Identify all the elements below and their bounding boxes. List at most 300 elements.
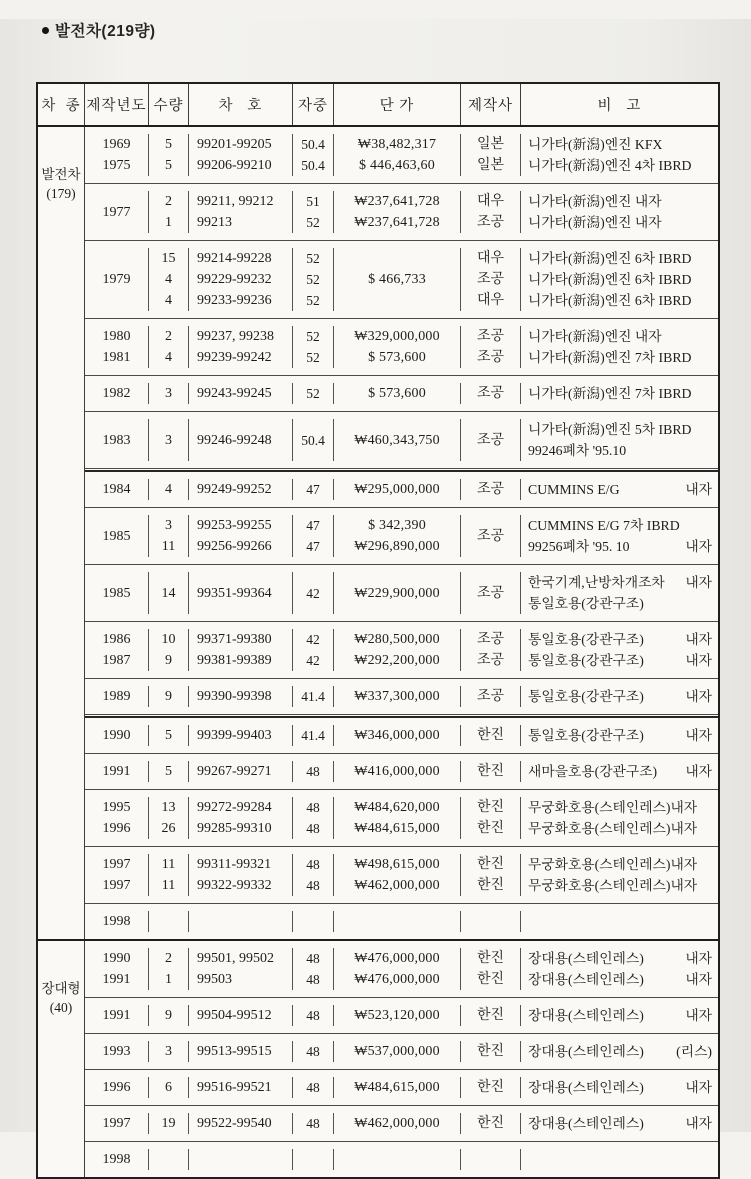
cell-number-line: 99211, 99212 <box>197 194 274 209</box>
cell-number <box>189 419 293 461</box>
cell-weight <box>293 725 334 746</box>
cell-weight <box>293 572 334 614</box>
cell-price-line: ₩237,641,728 <box>354 194 440 209</box>
cell-qty <box>149 725 189 746</box>
cell-weight-line: 42 <box>306 632 320 647</box>
cell-price-line: ₩476,000,000 <box>354 972 440 987</box>
cell-price-line: ₩416,000,000 <box>354 764 440 779</box>
cell-number <box>189 572 293 614</box>
cell-weight-line: 41.4 <box>301 728 325 743</box>
cell-remark-line <box>528 854 712 875</box>
cell-number <box>189 1005 293 1026</box>
cell-number-line: 99390-99398 <box>197 689 272 704</box>
cell-weight <box>293 1041 334 1062</box>
cell-weight <box>293 948 334 990</box>
cell-remark <box>521 629 718 671</box>
header-cell-3: 차 호 <box>189 84 293 125</box>
cell-qty <box>149 911 189 932</box>
cell-number-line: 99233-99236 <box>197 293 272 308</box>
cell-remark <box>521 948 718 990</box>
cell-maker-line: 한진 <box>476 764 505 779</box>
cell-maker <box>461 911 521 932</box>
remark-text: 니가타(新潟)엔진 내자 <box>528 194 662 209</box>
cell-maker <box>461 1005 521 1026</box>
cell-number-line: 99249-99252 <box>197 482 272 497</box>
cell-weight-line <box>293 1149 333 1170</box>
cell-year-line: 1991 <box>102 972 131 987</box>
cell-price <box>334 948 461 990</box>
cell-number <box>189 725 293 746</box>
header-cell-4: 자중 <box>293 84 334 125</box>
cell-qty-line <box>149 1149 188 1170</box>
table-row <box>85 790 718 847</box>
remark-right-text: 내자 <box>685 951 712 966</box>
remark-text: 99256폐차 '95. 10 <box>528 539 630 554</box>
cell-maker <box>461 419 521 461</box>
cell-price-line <box>334 248 460 269</box>
cell-year-line: 1996 <box>102 1080 131 1095</box>
cell-remark-line <box>528 347 712 368</box>
remark-right-text: 내자 <box>685 728 712 743</box>
cell-qty-line: 3 <box>165 386 172 401</box>
cell-remark-line <box>528 248 712 269</box>
cell-year <box>85 419 149 461</box>
cell-number <box>189 686 293 707</box>
cell-qty-line: 14 <box>161 585 176 601</box>
cell-number-line: 99243-99245 <box>197 386 272 401</box>
cell-weight <box>293 761 334 782</box>
cell-number-line: 99229-99232 <box>197 272 272 287</box>
cell-weight-line <box>293 911 333 932</box>
cell-qty-line: 3 <box>165 432 172 448</box>
remark-text: 무궁화호용(스테인레스)내자 <box>528 821 698 836</box>
cell-year-line: 1986 <box>102 632 131 647</box>
cell-maker <box>461 629 521 671</box>
cell-remark <box>521 191 718 233</box>
cell-qty <box>149 419 189 461</box>
cell-year-line: 1984 <box>102 482 131 497</box>
cell-weight <box>293 1113 334 1134</box>
cell-number <box>189 911 293 932</box>
cell-remark-line <box>528 593 712 614</box>
cell-maker <box>461 134 521 176</box>
cell-qty <box>149 629 189 671</box>
header-cell-5: 단 가 <box>334 84 461 125</box>
cell-maker <box>461 515 521 557</box>
cell-price-line: ₩462,000,000 <box>354 878 440 893</box>
cell-number-line: 99322-99332 <box>197 878 272 893</box>
remark-text: 통일호용(강관구조) <box>528 728 644 743</box>
cell-maker-line: 조공 <box>476 653 505 668</box>
cell-year-line: 1998 <box>102 1152 131 1167</box>
cell-year <box>85 479 149 500</box>
cell-weight-line: 48 <box>306 1080 320 1095</box>
cell-price-line: ₩292,200,000 <box>354 653 440 668</box>
cell-year <box>85 1149 149 1170</box>
cell-number-line: 99513-99515 <box>197 1044 272 1059</box>
cell-weight-line: 50.4 <box>301 432 325 448</box>
cell-maker-line: 일본 <box>476 137 505 152</box>
remark-text: 니가타(新潟)엔진 4차 IBRD <box>528 158 692 173</box>
cell-year <box>85 191 149 233</box>
cell-weight-line: 48 <box>306 857 320 872</box>
remark-text: 통일호용(강관구조) <box>528 632 644 647</box>
table-row <box>85 847 718 904</box>
cell-weight-line: 41.4 <box>301 689 325 704</box>
cell-remark-line <box>528 212 712 233</box>
cell-weight-line: 52 <box>306 272 320 287</box>
table-row <box>85 319 718 376</box>
cell-qty <box>149 797 189 839</box>
cell-remark-line <box>528 191 712 212</box>
cell-qty-line: 3 <box>165 518 172 533</box>
section-groups <box>85 127 718 939</box>
cell-price <box>334 383 461 404</box>
cell-qty-line: 1 <box>165 215 172 230</box>
cell-qty-line: 4 <box>165 272 172 287</box>
cell-maker <box>461 248 521 311</box>
cell-remark-line <box>528 969 712 990</box>
cell-year-line: 1977 <box>102 204 131 220</box>
cell-number-line: 99381-99389 <box>197 653 272 668</box>
cell-remark-line <box>528 419 712 440</box>
cell-weight-line: 47 <box>306 518 320 533</box>
cell-qty <box>149 248 189 311</box>
cell-price-line: $ 446,463,60 <box>359 158 435 173</box>
remark-right-text: 내자 <box>685 764 712 779</box>
remark-right-text: 내자 <box>685 1116 712 1131</box>
cell-qty-line: 26 <box>161 821 176 836</box>
cell-maker <box>461 725 521 746</box>
cell-maker-line: 조공 <box>476 482 505 497</box>
cell-maker-line: 한진 <box>476 1116 505 1131</box>
cell-price <box>334 629 461 671</box>
cell-year-line: 1990 <box>102 728 131 743</box>
remark-text: 니가타(新潟)엔진 6차 IBRD <box>528 251 692 266</box>
remark-right-text: 내자 <box>685 539 712 554</box>
cell-qty <box>149 383 189 404</box>
cell-number-line: 99201-99205 <box>197 137 272 152</box>
cell-number <box>189 1113 293 1134</box>
cell-year <box>85 797 149 839</box>
cell-price <box>334 248 461 311</box>
cell-maker <box>461 686 521 707</box>
remark-right-text: 내자 <box>685 632 712 647</box>
cell-number <box>189 854 293 896</box>
cell-remark-line <box>528 650 712 671</box>
cell-remark <box>521 383 718 404</box>
remark-text: 한국기계,난방차개조차 <box>528 575 665 590</box>
cell-maker-line: 일본 <box>476 158 505 173</box>
cell-qty-line: 11 <box>161 857 176 872</box>
cell-year <box>85 326 149 368</box>
cell-year-line: 1985 <box>102 528 131 544</box>
cell-remark-line <box>528 875 712 896</box>
cell-remark <box>521 797 718 839</box>
category-cell <box>38 127 85 939</box>
cell-remark-line <box>528 1005 712 1026</box>
cell-price-line: ₩484,620,000 <box>354 800 440 815</box>
cell-maker-line: 조공 <box>476 329 505 344</box>
cell-year-line: 1997 <box>102 1116 131 1131</box>
cell-remark <box>521 419 718 461</box>
cell-remark <box>521 134 718 176</box>
cell-price-line <box>334 290 460 311</box>
table-row <box>85 716 718 754</box>
cell-weight-line: 48 <box>306 951 320 966</box>
cell-maker-line: 한진 <box>476 1080 505 1095</box>
cell-remark <box>521 725 718 746</box>
cell-qty <box>149 1149 189 1170</box>
cell-number <box>189 1041 293 1062</box>
cell-year <box>85 1077 149 1098</box>
cell-price <box>334 854 461 896</box>
table-row <box>85 1070 718 1106</box>
remark-text: 장대용(스테인레스) <box>528 972 644 987</box>
cell-number-line: 99253-99255 <box>197 518 272 533</box>
cell-maker-line: 조공 <box>476 528 505 544</box>
table-row <box>85 470 718 508</box>
section-1 <box>38 939 718 1177</box>
cell-year-line: 1991 <box>102 1008 131 1023</box>
remark-text: 니가타(新潟)엔진 7차 IBRD <box>528 386 692 401</box>
cell-remark <box>521 761 718 782</box>
remark-text: CUMMINS E/G 7차 IBRD <box>528 518 680 533</box>
cell-price <box>334 419 461 461</box>
cell-maker-line: 조공 <box>476 432 505 448</box>
cell-remark-line <box>528 629 712 650</box>
remark-text: 니가타(新潟)엔진 내자 <box>528 329 662 344</box>
cell-number-line: 99206-99210 <box>197 158 272 173</box>
cell-remark-line <box>528 797 712 818</box>
cell-weight <box>293 248 334 311</box>
cell-qty-line: 15 <box>161 251 176 266</box>
cell-remark <box>521 911 718 932</box>
cell-weight-line: 48 <box>306 1044 320 1059</box>
cell-remark <box>521 1077 718 1098</box>
cell-qty-line: 11 <box>161 878 176 893</box>
cell-year <box>85 1041 149 1062</box>
header-cell-7: 비 고 <box>597 98 642 114</box>
cell-qty-line: 9 <box>165 653 172 668</box>
table-row <box>85 127 718 184</box>
cell-remark <box>521 1149 718 1170</box>
remark-right-text: 내자 <box>685 575 712 590</box>
cell-weight-line: 52 <box>306 350 320 365</box>
cell-remark <box>521 854 718 896</box>
cell-weight <box>293 383 334 404</box>
cell-number-line: 99272-99284 <box>197 800 272 815</box>
cell-price <box>334 1113 461 1134</box>
table-row <box>85 1034 718 1070</box>
remark-right-text: 내자 <box>685 972 712 987</box>
remark-right-text: 내자 <box>685 1008 712 1023</box>
cell-remark-line <box>528 383 712 404</box>
cell-remark-line <box>528 515 712 536</box>
cell-qty <box>149 1113 189 1134</box>
cell-year <box>85 725 149 746</box>
cell-year <box>85 572 149 614</box>
page-title-text: 발전차(219량) <box>55 23 156 40</box>
cell-remark-line <box>528 725 712 746</box>
cell-remark-line <box>528 948 712 969</box>
cell-maker <box>461 383 521 404</box>
cell-maker-line: 조공 <box>476 350 505 365</box>
cell-maker <box>461 1149 521 1170</box>
cell-number <box>189 1149 293 1170</box>
cell-year-line: 1980 <box>102 329 131 344</box>
cell-maker-line <box>461 911 520 932</box>
cell-maker-line: 한진 <box>476 1008 505 1023</box>
remark-text: 니가타(新潟)엔진 6차 IBRD <box>528 293 692 308</box>
cell-qty-line: 4 <box>165 350 172 365</box>
cell-qty-line <box>149 911 188 932</box>
cell-year-line: 1969 <box>102 137 131 152</box>
cell-weight <box>293 854 334 896</box>
cell-year-line: 1981 <box>102 350 131 365</box>
cell-maker-line: 한진 <box>476 821 505 836</box>
remark-right-text: 내자 <box>685 1080 712 1095</box>
table-row <box>85 679 718 715</box>
cell-weight <box>293 1149 334 1170</box>
cell-remark <box>521 572 718 614</box>
cell-number <box>189 629 293 671</box>
cell-remark-line <box>528 440 712 461</box>
cell-weight-line: 48 <box>306 800 320 815</box>
cell-qty-line: 11 <box>161 539 176 554</box>
cell-price-line: ₩296,890,000 <box>354 539 440 554</box>
table-row <box>85 184 718 241</box>
header-cell-0: 차 종 <box>38 84 85 125</box>
cell-remark <box>521 1041 718 1062</box>
cell-qty-line: 9 <box>165 689 172 704</box>
cell-weight-line: 48 <box>306 878 320 893</box>
cell-qty-line: 6 <box>165 1080 172 1095</box>
cell-remark <box>521 515 718 557</box>
cell-remark-line <box>528 155 712 176</box>
header-row <box>38 84 718 127</box>
cell-qty-line: 2 <box>165 951 172 966</box>
cell-price <box>334 191 461 233</box>
cell-remark-line <box>528 269 712 290</box>
cell-weight-line: 48 <box>306 1116 320 1131</box>
cell-qty <box>149 572 189 614</box>
cell-qty-line: 10 <box>161 632 176 647</box>
cell-maker-line: 대우 <box>476 194 505 209</box>
category-label: 발전차 <box>41 167 81 182</box>
cell-qty <box>149 326 189 368</box>
cell-remark-line <box>528 1041 712 1062</box>
cell-year-line: 1997 <box>102 878 131 893</box>
cell-maker-line: 조공 <box>476 689 505 704</box>
cell-price-line: ₩295,000,000 <box>354 482 440 497</box>
remark-text: 니가타(新潟)엔진 6차 IBRD <box>528 272 692 287</box>
cell-weight-line: 52 <box>306 215 320 230</box>
cell-number-line: 99213 <box>197 215 232 230</box>
cell-price-line: $ 342,390 <box>368 518 426 533</box>
cell-weight-line: 48 <box>306 821 320 836</box>
cell-maker-line: 한진 <box>476 951 505 966</box>
cell-remark-line <box>528 290 712 311</box>
cell-qty <box>149 479 189 500</box>
cell-qty <box>149 854 189 896</box>
cell-qty <box>149 191 189 233</box>
cell-year <box>85 1005 149 1026</box>
cell-weight <box>293 629 334 671</box>
cell-weight <box>293 326 334 368</box>
cell-maker <box>461 1041 521 1062</box>
cell-price <box>334 797 461 839</box>
cell-weight <box>293 1077 334 1098</box>
cell-number-line: 99503 <box>197 972 232 987</box>
cell-maker <box>461 797 521 839</box>
remark-right-text: 내자 <box>685 482 712 497</box>
cell-year <box>85 854 149 896</box>
cell-year-line: 1991 <box>102 764 131 779</box>
remark-right-text: 내자 <box>685 653 712 668</box>
cell-price-line: $ 466,733 <box>368 272 426 287</box>
cell-maker-line: 조공 <box>476 215 505 230</box>
cell-number-line <box>197 1149 292 1170</box>
cell-number <box>189 797 293 839</box>
cell-maker-line: 조공 <box>476 585 505 601</box>
cell-weight-line: 52 <box>306 386 320 401</box>
cell-year-line: 1998 <box>102 914 131 929</box>
cell-weight-line: 51 <box>306 194 320 209</box>
cell-maker-line: 대우 <box>476 251 505 266</box>
cell-maker-line: 한진 <box>476 1044 505 1059</box>
cell-maker <box>461 761 521 782</box>
cell-remark-line <box>528 326 712 347</box>
cell-weight-line: 47 <box>306 482 320 497</box>
cell-weight-line: 48 <box>306 764 320 779</box>
table-row <box>85 904 718 939</box>
cell-price-line: ₩537,000,000 <box>354 1044 440 1059</box>
cell-number-line: 99256-99266 <box>197 539 272 554</box>
cell-remark-line <box>528 1077 712 1098</box>
cell-number-line: 99399-99403 <box>197 728 272 743</box>
cell-price-line: ₩337,300,000 <box>354 689 440 704</box>
cell-price <box>334 725 461 746</box>
cell-maker <box>461 948 521 990</box>
cell-year <box>85 911 149 932</box>
cell-qty <box>149 686 189 707</box>
cell-number-line: 99246-99248 <box>197 432 272 448</box>
cell-maker <box>461 326 521 368</box>
cell-year <box>85 629 149 671</box>
category-label: 장대형 <box>41 981 81 996</box>
cell-weight-line: 42 <box>306 653 320 668</box>
cell-price <box>334 1041 461 1062</box>
cell-qty-line: 3 <box>165 1044 172 1059</box>
table-row <box>85 376 718 412</box>
cell-year-line: 1990 <box>102 951 131 966</box>
cell-number <box>189 326 293 368</box>
cell-price-line: ₩462,000,000 <box>354 1116 440 1131</box>
cell-number-line: 99504-99512 <box>197 1008 272 1023</box>
cell-qty-line: 5 <box>165 764 172 779</box>
cell-year <box>85 515 149 557</box>
cell-price-line: $ 573,600 <box>368 350 426 365</box>
cell-remark-line <box>528 761 712 782</box>
cell-qty-line: 19 <box>161 1116 176 1131</box>
cell-maker <box>461 479 521 500</box>
cell-year <box>85 1113 149 1134</box>
cell-weight <box>293 797 334 839</box>
cell-maker-line <box>461 1149 520 1170</box>
cell-price <box>334 326 461 368</box>
cell-year <box>85 383 149 404</box>
